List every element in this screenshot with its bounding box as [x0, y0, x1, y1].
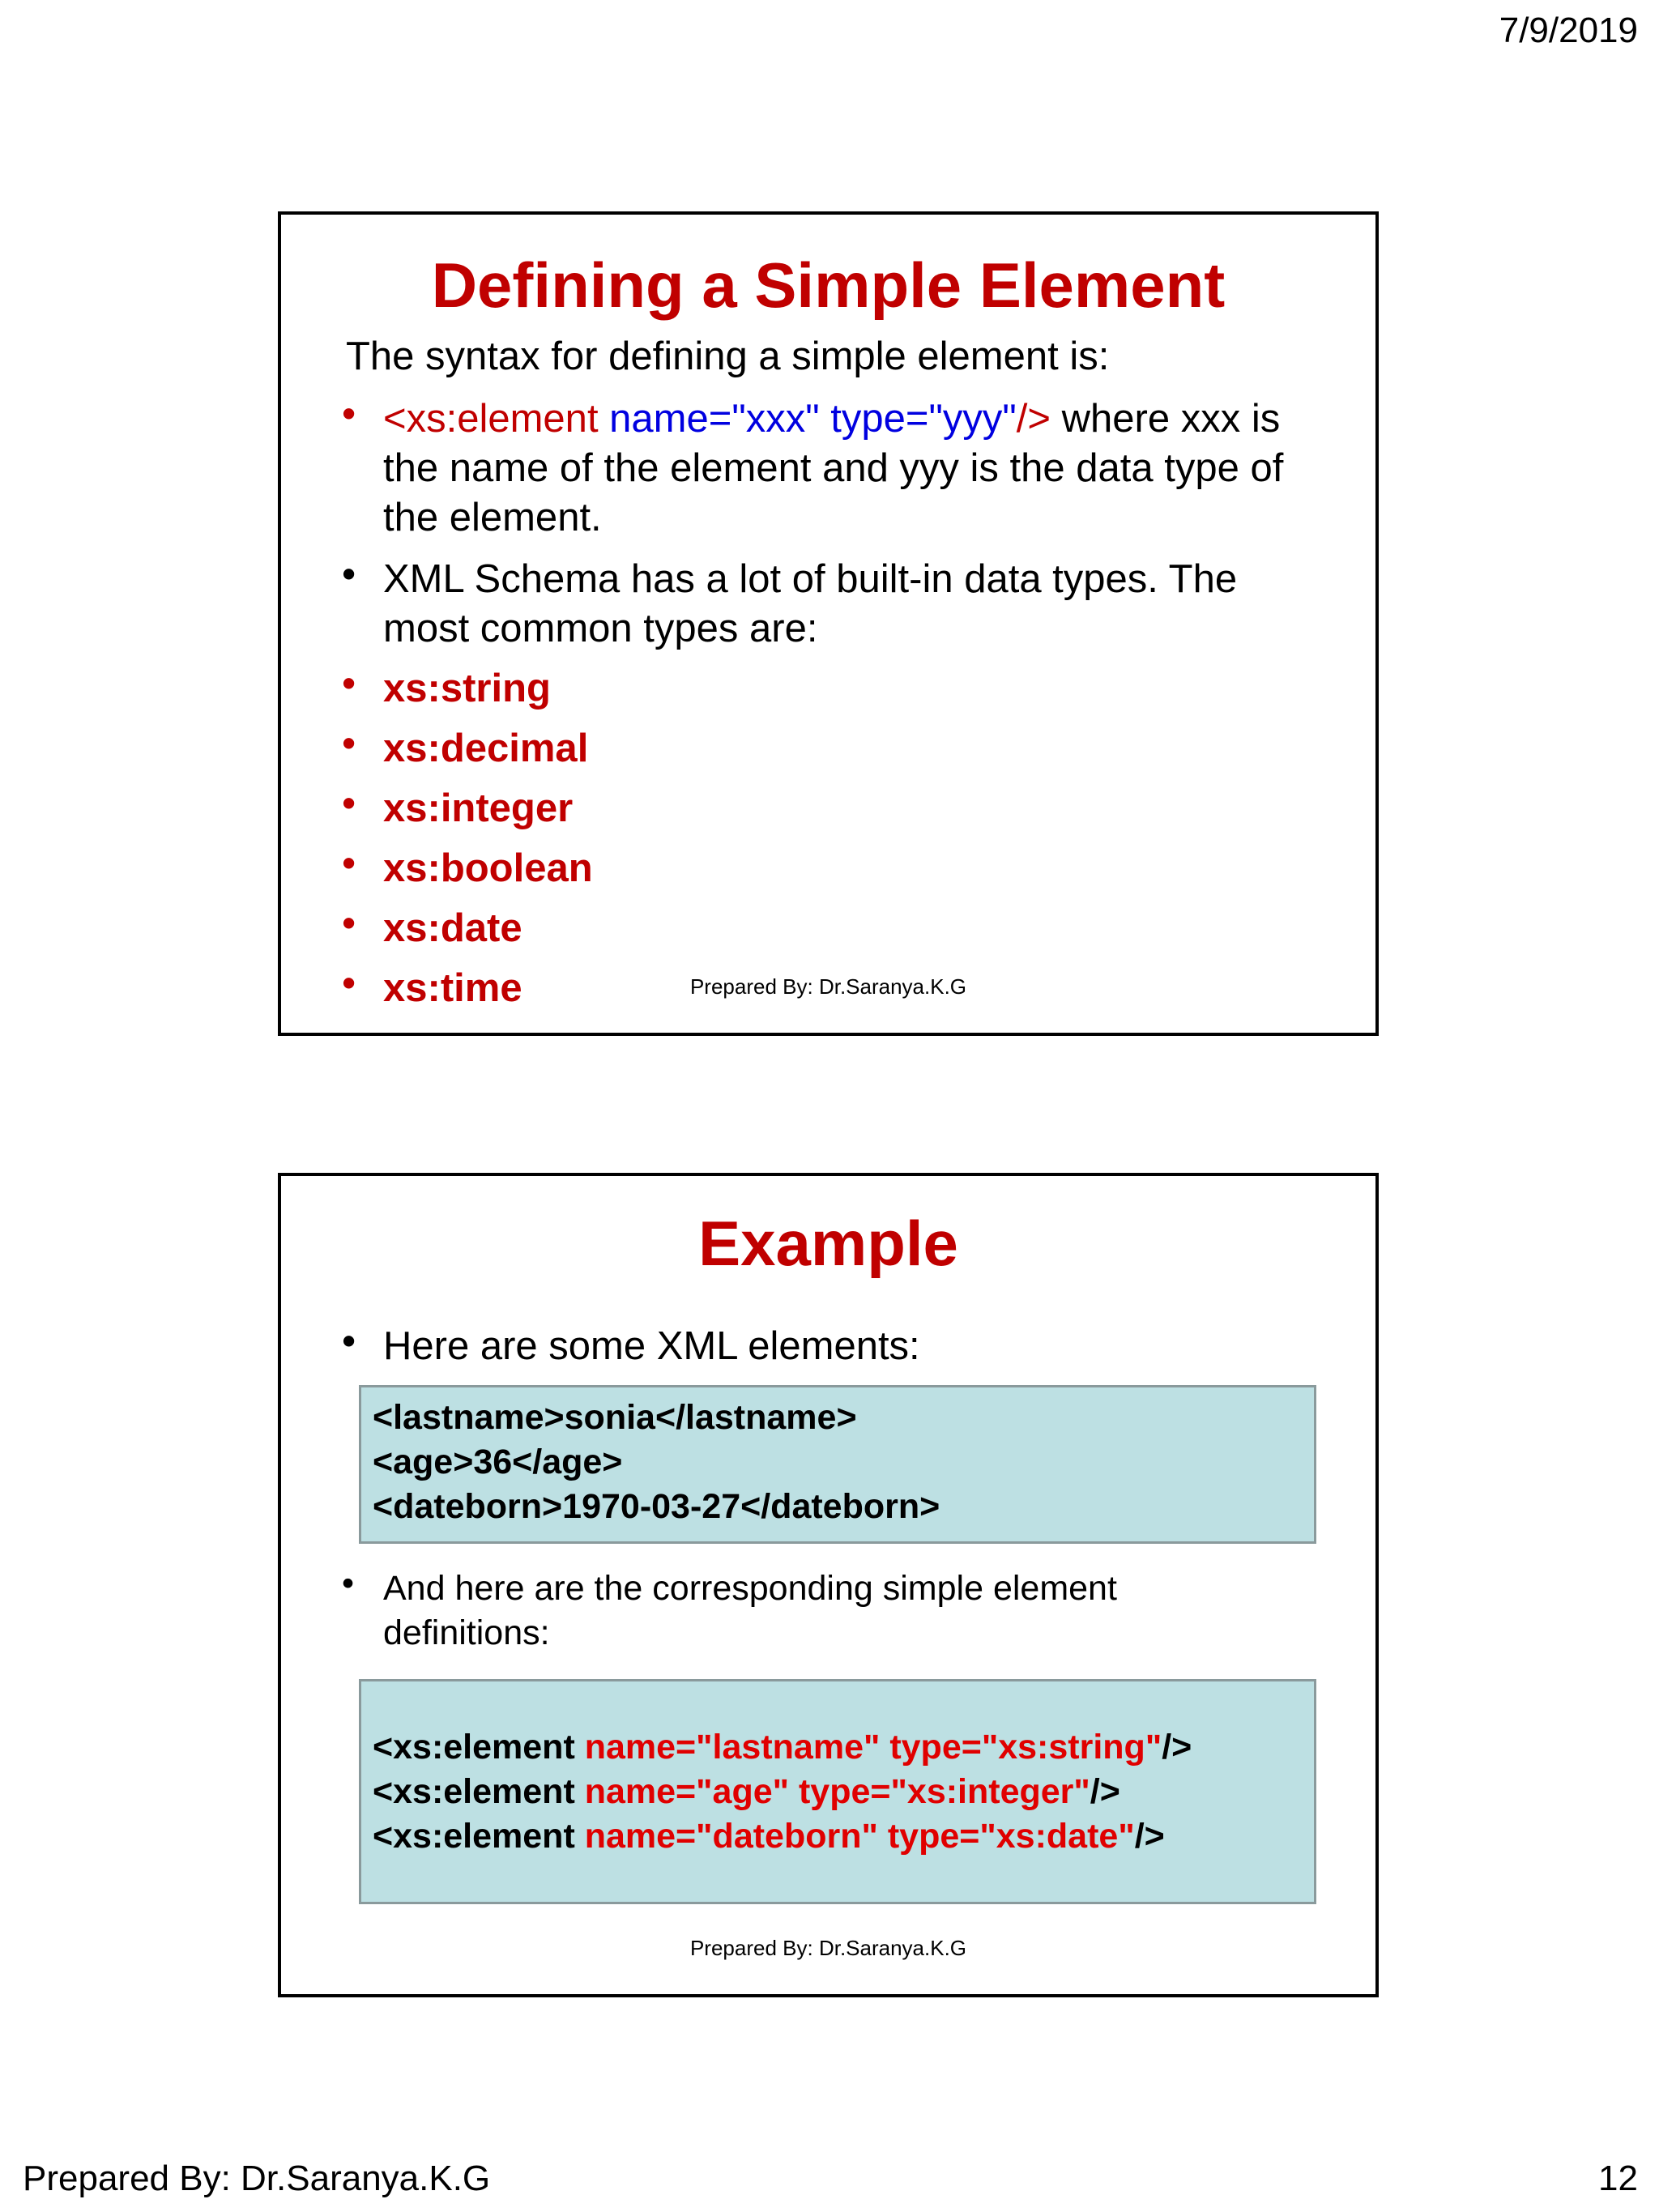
bullet-dot: • [342, 1319, 356, 1363]
code-line: <xs:element name="age" type="xs:integer"/> [373, 1772, 1120, 1811]
definitions-code-box [359, 1679, 1316, 1904]
intro-text: The syntax for defining a simple element is: [346, 335, 1110, 378]
code-close: /> [1016, 397, 1051, 441]
bullet-dot: • [342, 552, 356, 596]
bullet-dot: • [342, 392, 356, 436]
page-date: 7/9/2019 [1499, 11, 1638, 50]
code-line: <lastname>sonia</lastname> [373, 1398, 857, 1437]
bullet-text: XML Schema has a lot of built-in data types. The most common types are: [383, 557, 1238, 650]
bullet-dot: • [342, 1564, 355, 1603]
code-tag: <xs:element [383, 397, 599, 441]
code-line: <xs:element name="dateborn" type="xs:date"/> [373, 1817, 1165, 1856]
slide-example [278, 1173, 1379, 1997]
code-line: <dateborn>1970-03-27</dateborn> [373, 1487, 940, 1526]
code-line: <xs:element name="lastname" type="xs:string"/> [373, 1728, 1192, 1767]
page-number: 12 [1598, 2159, 1638, 2198]
bullet-text: Here are some XML elements: [383, 1324, 920, 1368]
slide-prepared-by: Prepared By: Dr.Saranya.K.G [689, 1936, 967, 1960]
slide-defining-simple-element: Defining a Simple Element The syntax for defining a simple element is: • <xs:element name="xxx" type="yyy"/> where xxx is the name of the element and yyy is the data type of the element. • XML Schema has a lot of built-in data types. The most common types are: • xs:string • xs:decimal • xs:integer • xs:boolean • xs:date • xs:time Prepared By: Dr.Saranya.K.G [278, 211, 1379, 1036]
footer-prepared-by: Prepared By: Dr.Saranya.K.G [23, 2159, 491, 2198]
slide-prepared-by: Prepared By: Dr.Saranya.K.G [689, 974, 967, 999]
syntax-explanation: where xxx is the name of the element and yyy is the data type of the element. [383, 397, 1284, 539]
bullet-text [383, 394, 1307, 543]
xml-elements-code-box [359, 1385, 1316, 1544]
slide-title: Example [698, 1208, 958, 1279]
slide-title: Defining a Simple Element [431, 249, 1226, 321]
code-attrs: name="xxx" type="yyy" [598, 397, 1017, 441]
bullet-text: And here are the corresponding simple element definitions: [383, 1569, 1117, 1652]
code-line: <age>36</age> [373, 1443, 623, 1481]
